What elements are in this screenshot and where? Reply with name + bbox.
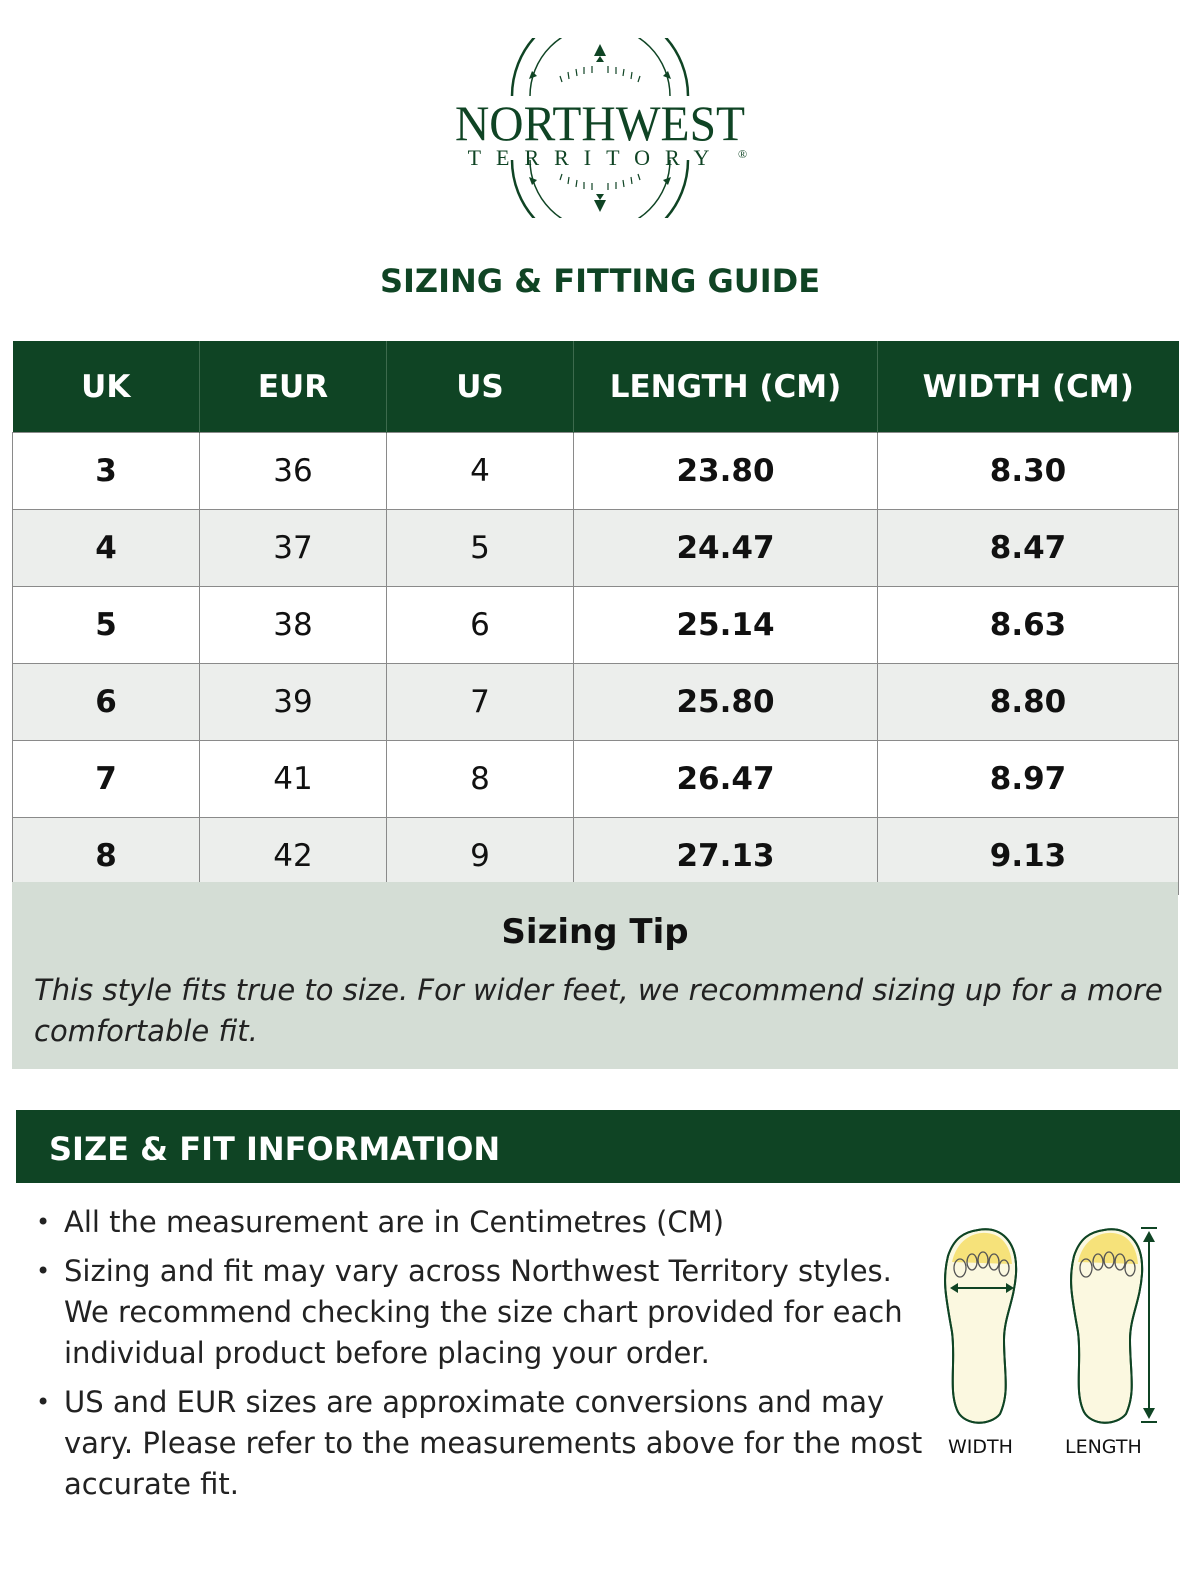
cell-width: 9.13: [878, 818, 1179, 895]
cell-eur: 42: [200, 818, 387, 895]
cell-width: 8.63: [878, 587, 1179, 664]
page-title: SIZING & FITTING GUIDE: [379, 262, 821, 300]
cell-length: 26.47: [574, 741, 878, 818]
cell-us: 6: [387, 587, 574, 664]
header-eur: EUR: [200, 341, 387, 433]
cell-width: 8.80: [878, 664, 1179, 741]
size-fit-info-list: [36, 1202, 926, 1513]
size-fit-info-title: SIZE & FIT INFORMATION: [49, 1130, 501, 1168]
cell-uk: 5: [13, 587, 200, 664]
header-uk: UK: [13, 341, 200, 433]
brand-logo: [0, 38, 1200, 228]
brand-subtitle: TERRITORY: [467, 145, 725, 170]
table-header-row: [13, 341, 1179, 433]
length-arrow-icon: [1141, 1228, 1157, 1422]
cell-eur: 41: [200, 741, 387, 818]
brand-name: NORTHWEST: [455, 95, 745, 151]
header-length: LENGTH (CM): [574, 341, 878, 433]
length-label: LENGTH: [1065, 1436, 1142, 1458]
header-us: US: [387, 341, 574, 433]
compass-emblem-icon: [450, 38, 750, 218]
table-row: [13, 664, 1179, 741]
list-item: • All the measurement are in Centimetres (CM): [36, 1202, 926, 1243]
cell-eur: 36: [200, 433, 387, 510]
foot-diagram-icon: [930, 1222, 1170, 1432]
cell-uk: 7: [13, 741, 200, 818]
cell-eur: 37: [200, 510, 387, 587]
cell-length: 27.13: [574, 818, 878, 895]
cell-width: 8.30: [878, 433, 1179, 510]
foot-measurement-diagram: [930, 1222, 1170, 1472]
sizing-tip-heading: Sizing Tip: [501, 912, 689, 952]
cell-us: 4: [387, 433, 574, 510]
table-row: [13, 587, 1179, 664]
cell-width: 8.97: [878, 741, 1179, 818]
cell-us: 9: [387, 818, 574, 895]
cell-width: 8.47: [878, 510, 1179, 587]
cell-us: 7: [387, 664, 574, 741]
cell-uk: 4: [13, 510, 200, 587]
cell-uk: 8: [13, 818, 200, 895]
cell-eur: 39: [200, 664, 387, 741]
table-row: [13, 510, 1179, 587]
cell-uk: 6: [13, 664, 200, 741]
sizing-tip-text: This style fits true to size. For wider feet, we recommend sizing up for a more comfortable fit.: [34, 973, 1163, 1048]
cell-us: 5: [387, 510, 574, 587]
list-item: • US and EUR sizes are approximate conversions and may vary. Please refer to the measurements above for the most accurate fit.: [36, 1382, 926, 1505]
table-row: [13, 433, 1179, 510]
cell-length: 24.47: [574, 510, 878, 587]
list-item: • Sizing and fit may vary across Northwest Territory styles. We recommend checking the size chart provided for each individual product before placing your order.: [36, 1251, 926, 1374]
width-label: WIDTH: [948, 1436, 1013, 1458]
width-foot-icon: [945, 1229, 1016, 1422]
cell-length: 25.14: [574, 587, 878, 664]
table-row: [13, 741, 1179, 818]
size-chart-table: [12, 341, 1179, 895]
registered-mark: ®: [738, 147, 748, 161]
cell-length: 23.80: [574, 433, 878, 510]
cell-us: 8: [387, 741, 574, 818]
cell-uk: 3: [13, 433, 200, 510]
cell-eur: 38: [200, 587, 387, 664]
sizing-tip-box: [12, 882, 1178, 1069]
length-foot-icon: [1071, 1229, 1142, 1422]
size-fit-info-banner: [16, 1110, 1180, 1183]
cell-length: 25.80: [574, 664, 878, 741]
header-width: WIDTH (CM): [878, 341, 1179, 433]
